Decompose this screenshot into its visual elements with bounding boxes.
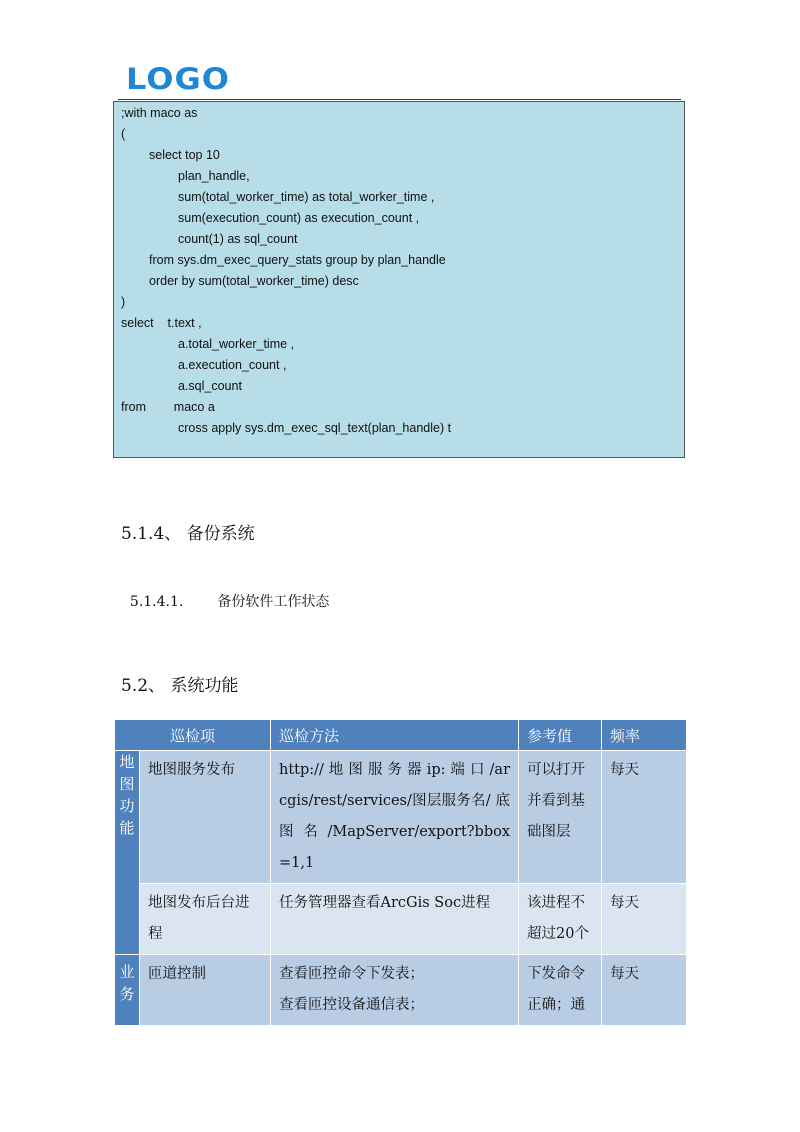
col-header-frequency: 频率 [602, 720, 687, 751]
item-cell: 地图发布后台进程 [140, 884, 271, 955]
group-label-map: 地图功能 [115, 751, 140, 955]
header-divider [118, 99, 681, 100]
frequency-cell: 每天 [602, 884, 687, 955]
reference-cell: 下发命令正确；通 [519, 955, 602, 1026]
item-cell: 地图服务发布 [140, 751, 271, 884]
method-line: 查看匝控命令下发表； [279, 966, 425, 982]
code-line: ;with maco as [121, 106, 198, 120]
code-line: count(1) as sql_count [178, 232, 298, 246]
code-line: order by sum(total_worker_time) desc [149, 274, 359, 288]
code-line: sum(execution_count) as execution_count , [178, 211, 420, 225]
method-cell [271, 955, 519, 1026]
table-row [115, 884, 687, 955]
heading-5-1-4: 5.1.4、 备份系统 [121, 524, 255, 544]
code-line: a.execution_count , [178, 358, 287, 372]
heading-5-2: 5.2、 系统功能 [121, 676, 239, 696]
code-line: ( [121, 127, 126, 141]
code-line: select t.text , [121, 316, 202, 330]
reference-cell: 该进程不超过20个 [519, 884, 602, 955]
code-line: a.sql_count [178, 379, 242, 393]
col-header-reference: 参考值 [519, 720, 602, 751]
item-cell: 匝道控制 [140, 955, 271, 1026]
frequency-cell: 每天 [602, 955, 687, 1026]
code-line: ) [121, 295, 126, 309]
table-header-row [115, 720, 687, 751]
method-line: 查看匝控设备通信表； [279, 997, 425, 1013]
heading-5-1-4-1 [121, 575, 329, 611]
heading-number: 5.1.4.1. [129, 594, 184, 610]
code-line: select top 10 [149, 148, 220, 162]
inspection-table [114, 719, 687, 1026]
table-row [115, 955, 687, 1026]
sql-code-block [113, 101, 685, 458]
logo: LOGO [126, 61, 230, 97]
heading-text: 备份软件工作状态 [217, 594, 330, 610]
code-line: plan_handle, [178, 169, 250, 183]
code-line: sum(total_worker_time) as total_worker_time , [178, 190, 435, 204]
col-header-item: 巡检项 [115, 720, 271, 751]
code-line: from sys.dm_exec_query_stats group by plan_handle [149, 253, 446, 267]
method-cell: 任务管理器查看ArcGis Soc进程 [271, 884, 519, 955]
method-cell: http:// 地 图 服 务 器 ip: 端 口 /arcgis/rest/services/图层服务名/ 底 图 名 /MapServer/export?bbox=1,1 [271, 751, 519, 884]
code-line: cross apply sys.dm_exec_sql_text(plan_handle) t [178, 421, 452, 435]
table-row [115, 751, 687, 884]
frequency-cell: 每天 [602, 751, 687, 884]
code-line: from maco a [121, 400, 215, 414]
col-header-method: 巡检方法 [271, 720, 519, 751]
group-label-business: 业务 [115, 955, 140, 1026]
reference-cell: 可以打开并看到基础图层 [519, 751, 602, 884]
code-line: a.total_worker_time , [178, 337, 295, 351]
